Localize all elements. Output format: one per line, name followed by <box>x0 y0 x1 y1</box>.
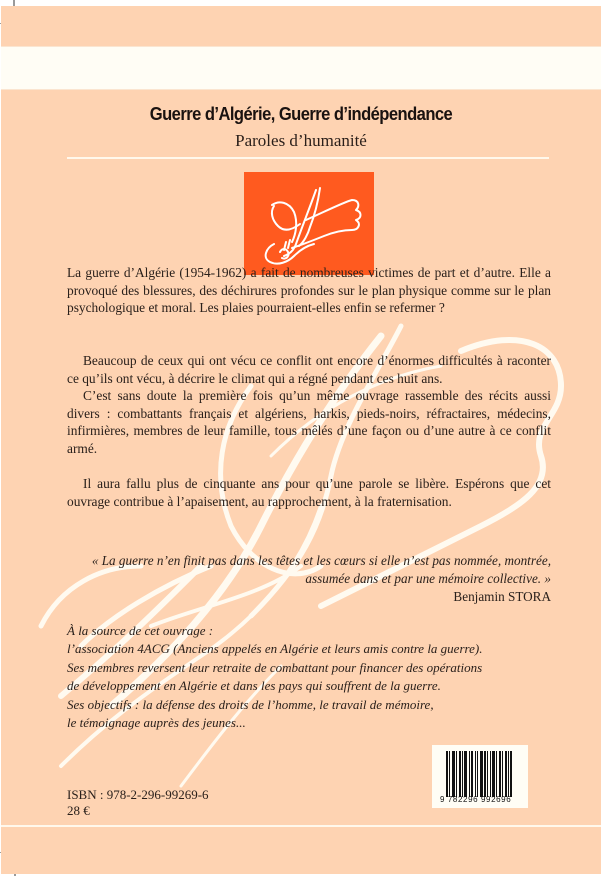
dove-calligraphy-icon <box>244 172 374 275</box>
barcode <box>432 745 528 808</box>
source-line: Ses membres reversent leur retraite de combattant pour financer des opérations <box>67 659 483 675</box>
isbn-block <box>67 787 209 819</box>
book-back-cover <box>1 6 601 874</box>
book-subtitle: Paroles d’humanité <box>235 131 367 150</box>
source-line: le témoignage auprès des jeunes... <box>67 715 246 731</box>
quote-block <box>67 552 551 606</box>
blurb-paragraph-3: Il aura fallu plus de cinquante ans pour qu’une parole se libère. Espérons que cet ouvrage contribue à l’apaisement, au rapprochement, à la fraternisation. <box>67 476 551 509</box>
bottom-divider <box>1 825 601 827</box>
source-line: de développement en Algérie et dans les pays qui souffrent de la guerre. <box>67 678 441 694</box>
barcode-digits: 9 782296 992696 <box>440 795 512 804</box>
quote-line-2: assumée dans et par une mémoire collective. » <box>305 571 551 586</box>
source-block <box>67 622 551 732</box>
quote-line-1: « La guerre n’en finit pas dans les têtes et les cœurs si elle n’est pas nommée, montrée, <box>91 553 551 568</box>
source-line: Ses objectifs : la défense des droits de l’homme, le travail de mémoire, <box>67 696 434 712</box>
publisher-logo <box>244 172 374 275</box>
book-title: Guerre d’Algérie, Guerre d’indépendance <box>149 104 453 124</box>
source-line: À la source de cet ouvrage : <box>67 623 214 638</box>
quote-author: Benjamin STORA <box>453 589 551 604</box>
barcode-bars <box>446 751 519 797</box>
blurb-paragraph-2: Beaucoup de ceux qui ont vécu ce conflit ont encore d’énormes difficultés à raconter ce qu’ils ont vécu, à décrire le climat qui a régné pendant ces huit ans. C’est sans doute la première fois qu’un même ouvrage rassemble des récits aussi divers : combattants français et algériens, harkis, pieds-noirs, réfractaires, médecins, infirmières, membres de leur famille, tous mêlés d’une façon ou d’une autre à ce conflit armé. <box>67 353 551 456</box>
price: 28 € <box>67 803 90 818</box>
blurb-paragraph-1: La guerre d’Algérie (1954-1962) a fait de nombreuses victimes de part et d’autre. Elle a provoqué des blessures, des déchirures profondes sur le plan physique comme sur le plan psychologique et moral. Les plaies pourraient-elles enfin se refermer ? <box>67 265 551 316</box>
isbn-number: ISBN : 978-2-296-99269-6 <box>67 787 209 802</box>
top-divider <box>67 157 549 159</box>
header-band <box>1 46 601 90</box>
source-line: l’association 4ACG (Anciens appelés en Algérie et leurs amis contre la guerre). <box>67 641 483 657</box>
